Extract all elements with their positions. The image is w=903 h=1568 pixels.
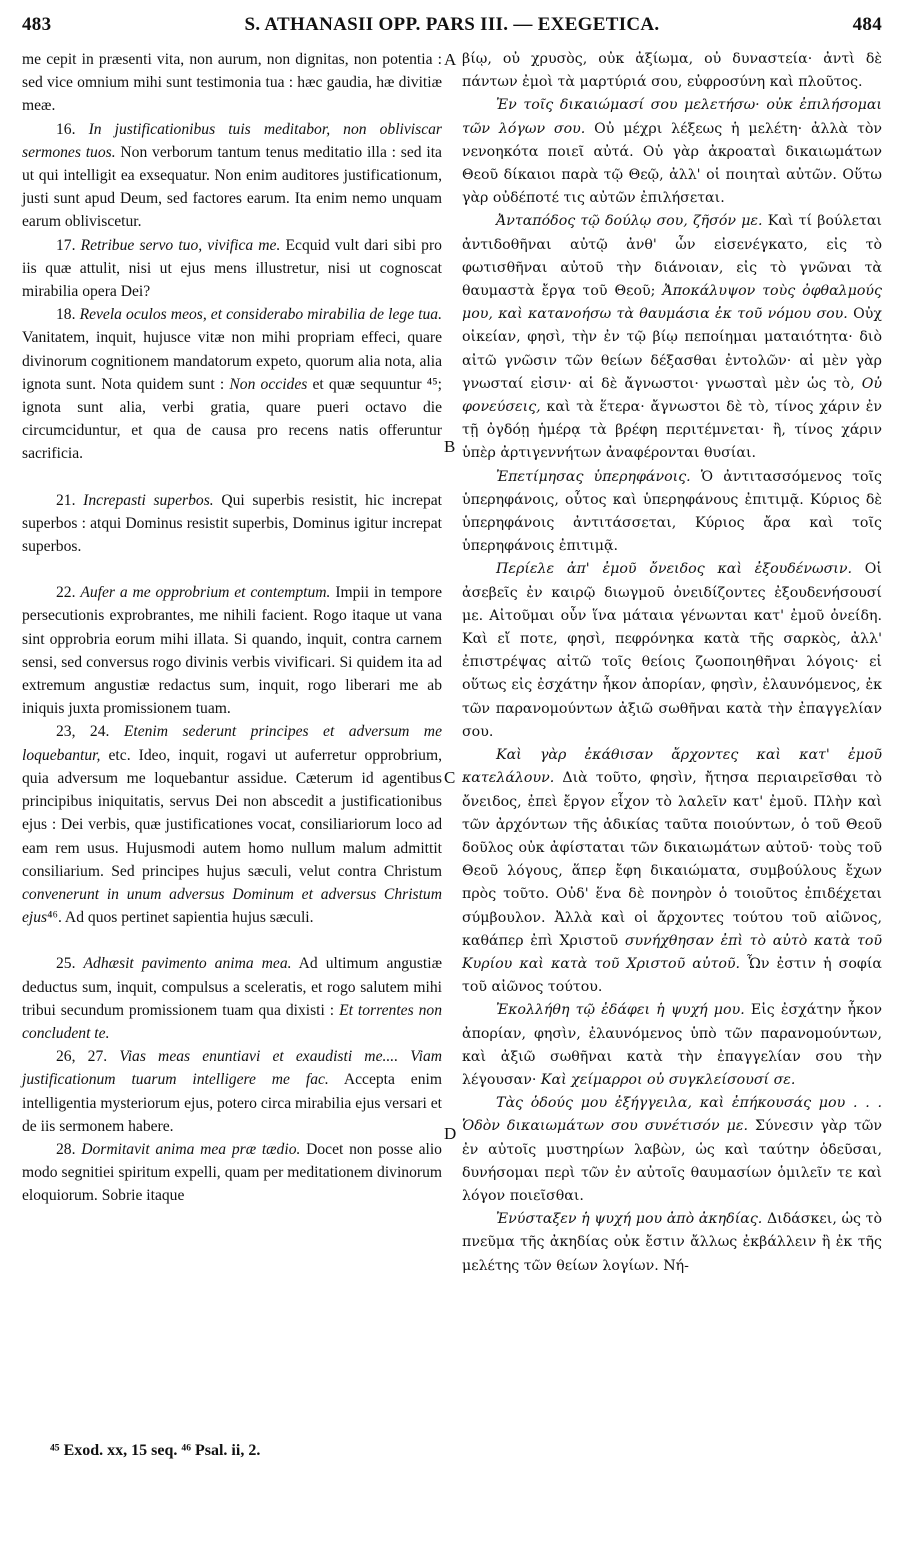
latin-intro: me cepit in præsenti vita, non aurum, non dignitas, non potentia : sed vice omnium mihi sunt testimonia tua : hæc gaudia, hæ divitiæ meæ. xyxy=(22,51,442,115)
margin-letter-c: C xyxy=(444,768,456,787)
margin-letter-d: D xyxy=(444,1124,457,1143)
footnotes: ⁴⁵ Exod. xx, 15 seq. ⁴⁶ Psal. ii, 2. xyxy=(50,1442,261,1459)
greek-verse-16: Ἐν τοῖς δικαιώμασί σου μελετήσω· οὐκ ἐπιλήσομαι τῶν λόγων σου. Οὐ μέχρι λέξεως ἡ μελέτη· ἀλλὰ τὸν νενοηκότα ποιεῖ αὐτά. Οὐ γὰρ ἀκροαταὶ δικαιωμάτων Θεοῦ δίκαιοι παρὰ τῷ Θεῷ, ἀλλ' οἱ ποιηταὶ αὐτῶν. Οὕτω γὰρ οὐδέποτέ τις αὐτῶν ἐπιλήσεται. xyxy=(462,97,882,207)
greek-verse-21: Ἐπετίμησας ὑπερηφάνοις. Ὁ ἀντιτασσόμενος τοῖς ὑπερηφάνοις, οὗτος καὶ ὑπερηφάνους ἐπιτιμᾷ. Κύριος δὲ ὑπερηφάνοις ἀντιτάσσεται, Κύριος ἄρα καὶ τοῖς ὑπερηφάνοις ἐπιτιμᾷ. xyxy=(462,468,883,555)
latin-verse-22: 22. Aufer a me opprobrium et contemptum. Impii in tempore persecutionis exprobrantes, me nihili facient. Rogo itaque ut vana sint opprobria eorum mihi illata. Si quando, inquit, contra carnem sensi, sed conversus rogo divinis verbis vivificari. Si quidem ita ad extremum angustiæ redactus sum, inquit, rogo liberari me ab iniquis juxta promissionem tuam. xyxy=(22,584,442,718)
latin-verse-18: 18. Revela oculos meos, et considerabo mirabilia de lege tua. Vanitatem, inquit, hujusce vitæ non mihi propriam effeci, quare divinorum cognitionem mandatorum expeto, quorum alia nota, alia ignota sunt. Nota quidem sunt : Non occides et quæ sequuntur ⁴⁵; ignota sunt alia, verbi gratia, quare pueri octavo die circumciduntur, et qua de causa pro recens natis offeruntur sacrificia. xyxy=(22,306,442,463)
margin-letter-a: A xyxy=(444,50,457,69)
greek-verse-17-18: Ἀνταπόδος τῷ δούλῳ σου, ζῆσόν με. Καὶ τί βούλεται ἀντιδοθῆναι αὐτῷ ἀνθ' ὧν εἰσενέγκατο, εἰς τὸ φωτισθῆναι αὐτοῦ τὴν διάνοιαν, εἰς τὸ γνῶναι τὰ θαυμαστὰ ἔργα τοῦ Θεοῦ; Ἀποκάλυψον τοὺς ὀφθαλμούς μου, καὶ κατανοήσω τὰ θαυμάσια ἐκ τοῦ νόμου σου. Οὐχ οἰκείαν, φησὶ, τὴν ἐν τῷ βίῳ πεποίημαι ματαιότητα· διὸ αἰτῶ γνῶσιν τῶν θείων δέξασθαι ἐντολῶν· αἱ μὲν γὰρ γνωσταί εἰσιν· αἱ δὲ ἄγνωστοι· γνωσταὶ μὲν ὡς τὸ, Οὐ φονεύσεις, καὶ τὰ ἕτερα· ἄγνωστοι δὲ τὸ, τίνος χάριν ἐν τῇ ὀγδόῃ ἡμέρᾳ τὰ βρέφη περιτέμνεται· ἢ, τίνος χάριν ὑπὲρ ἀρτιγεννήτων ἀναφέρονται θυσίαι. xyxy=(462,213,883,462)
latin-verse-25: 25. Adhæsit pavimento anima mea. Ad ultimum angustiæ deductus sum, inquit, compulsus a sceleratis, et rogo salutem mihi tribui secundum promissionem tuam qua dixisti : Et torrentes non concludent te. xyxy=(22,955,442,1042)
page-number-right: 484 xyxy=(852,14,882,35)
greek-verse-23: Καὶ γὰρ ἐκάθισαν ἄρχοντες καὶ κατ' ἐμοῦ κατελάλουν. Διὰ τοῦτο, φησὶν, ἤτησα περιαιρεῖσθαι τὸ ὄνειδος, ἐπεὶ ἔργον εἶχον τὸ λαλεῖν κατ' ἐμοῦ. Πλὴν καὶ τῶν ἀρχόντων τῆς ἀδικίας ταῦτα ποιούντων, ὁ τοῦ Θεοῦ δοῦλος οὐκ ἀφίσταται τῶν δικαιωμάτων αὐτοῦ· τοὺς τοῦ Θεοῦ λόγους, ἅπερ ἔφη δικαιώματα, συμβούλους ἔχων πρὸς τοῦτο. Οὐδ' ἕνα δὲ πονηρὸν ὁ τοιοῦτος ἐπιδέχεται σύμβουλον. Ἀλλὰ καὶ οἱ ἄρχοντες τούτου τοῦ αἰῶνος, καθάπερ ἐπὶ Χριστοῦ συνήχθησαν ἐπὶ τὸ αὐτὸ κατὰ τοῦ Κυρίου καὶ κατὰ τοῦ Χριστοῦ αὐτοῦ. Ὧν ἐστιν ἡ σοφία τοῦ αἰῶνος τούτου. xyxy=(462,747,883,996)
latin-verse-17: 17. Retribue servo tuo, vivifica me. Ecquid vult dari sibi pro iis quæ attulit, nisi ut ejus mens illustretur, nisi ut cognoscat mirabilia opera Dei? xyxy=(22,236,442,301)
latin-verse-28: 28. Dormitavit anima mea præ tædio. Docet non posse alio modo segnitiei spiritum expelli, quam per meditationem divinorum eloquiorum. Sobrie itaque xyxy=(22,1140,442,1205)
greek-verse-25: Ἐκολλήθη τῷ ἐδάφει ἡ ψυχή μου. Εἰς ἐσχάτην ἧκον ἀπορίαν, φησὶν, ἐλαυνόμενος ὑπὸ τῶν παρανομούντων, καὶ ἀξιῶ σωθῆναι κατὰ τὴν ἐπαγγελίαν σου τὴν λέγουσαν· Καὶ χείμαρροι οὐ συγκλείσουσί σε. xyxy=(462,1002,883,1088)
latin-verse-26: 26, 27. Vias meas enuntiavi et exaudisti me.... Viam justificationum tuarum intelligere me fac. Accepta enim intelligentia mysteriorum ejus, potero circa mirabilia ejus versari et de iis sermonem habere. xyxy=(22,1048,443,1135)
greek-verse-22: Περίελε ἀπ' ἐμοῦ ὄνειδος καὶ ἐξουδένωσιν. Οἱ ἀσεβεῖς ἐν καιρῷ διωγμοῦ ὀνειδίζοντες ἐξουδενήσουσί με. Αἰτοῦμαι οὖν ἵνα μάταια γένωνται κατ' ἐμοῦ ὀνείδη. Καὶ εἴ ποτε, φησὶ, πεφρόνηκα κατὰ τῆς σαρκὸς, ἀλλ' ἐπιστρέψας αἰτῶ τοῖς θείοις ζωοποιηθῆναι λόγοις· εἰ οὕτως εἰς ἐσχάτην ἧκον ἀπορίαν, φησὶν, ἐλαυνόμενος, ἐκ τῶν παρανομούντων ἀξιῶ σωθῆναι κατὰ τὴν ἐπαγγελίαν σου. xyxy=(462,561,882,740)
running-title: S. ATHANASII OPP. PARS III. — EXEGETICA. xyxy=(244,14,660,35)
greek-verse-28: Ἐνύσταξεν ἡ ψυχή μου ἀπὸ ἀκηδίας. Διδάσκει, ὡς τὸ πνεῦμα τῆς ἀκηδίας οὐκ ἔστιν ἄλλως ἐκβάλλειν ἢ ἐκ τῆς μελέτης τῶν θείων λογίων. Νή- xyxy=(462,1211,882,1274)
latin-column xyxy=(22,48,442,1208)
greek-intro: βίῳ, οὐ χρυσὸς, οὐκ ἀξίωμα, οὐ δυναστεία· ἀντὶ δὲ πάντων ἐμοὶ τὰ μαρτύριά σου, εὐφροσύνη καὶ πλοῦτος. xyxy=(462,51,882,91)
latin-verse-16: 16. In justificationibus tuis meditabor, non obliviscar sermones tuos. Non verborum tantum tenus meditatio illa : sed ita ut qui intelligit ea exsequatur. Non enim auditores justificationum, justi sunt apud Deum, sed factores earum. Ita enim nemo unquam earum obliviscetur. xyxy=(22,120,442,231)
latin-verse-23: 23, 24. Etenim sederunt principes et adversum me loquebantur, etc. Ideo, inquit, rogavi ut auferretur opprobrium, quia adversum me loquebantur assidue. Cæterum id agentibus principibus iniquitatis, servus Dei non abscedit a justificationibus ejus : Dei verbis, quæ justificationes vocat, consiliariorum loco ad eam rem usus. Hujusmodi autem homo nullum malum admittit consiliarium. Sed principes hujus sæculi, velut contra Christum convenerunt in unum adversus Dominum et adversus Christum ejus⁴⁶. Ad quos pertinet sapientia hujus sæculi. xyxy=(22,723,443,927)
margin-letter-b: B xyxy=(444,437,456,456)
page-number-left: 483 xyxy=(22,14,52,35)
running-header xyxy=(22,14,882,44)
greek-column xyxy=(462,48,882,1278)
greek-verse-26: Τὰς ὁδούς μου ἐξήγγειλα, καὶ ἐπήκουσάς μου . . . Ὁδὸν δικαιωμάτων σου συνέτισόν με. Σύνεσιν γὰρ τῶν ἐν αὐτοῖς μυστηρίων λαβὼν, ὡς καὶ ταύτην ὁδεῦσαι, δυνήσομαι περὶ τῶν ἐν αὐτοῖς θαυμασίων ὁμιλεῖν τε καὶ λόγον ποιεῖσθαι. xyxy=(462,1095,882,1204)
latin-verse-21: 21. Increpasti superbos. Qui superbis resistit, hic increpat superbos : atqui Dominus resistit superbis, Dominus igitur increpat superbos. xyxy=(22,491,443,556)
